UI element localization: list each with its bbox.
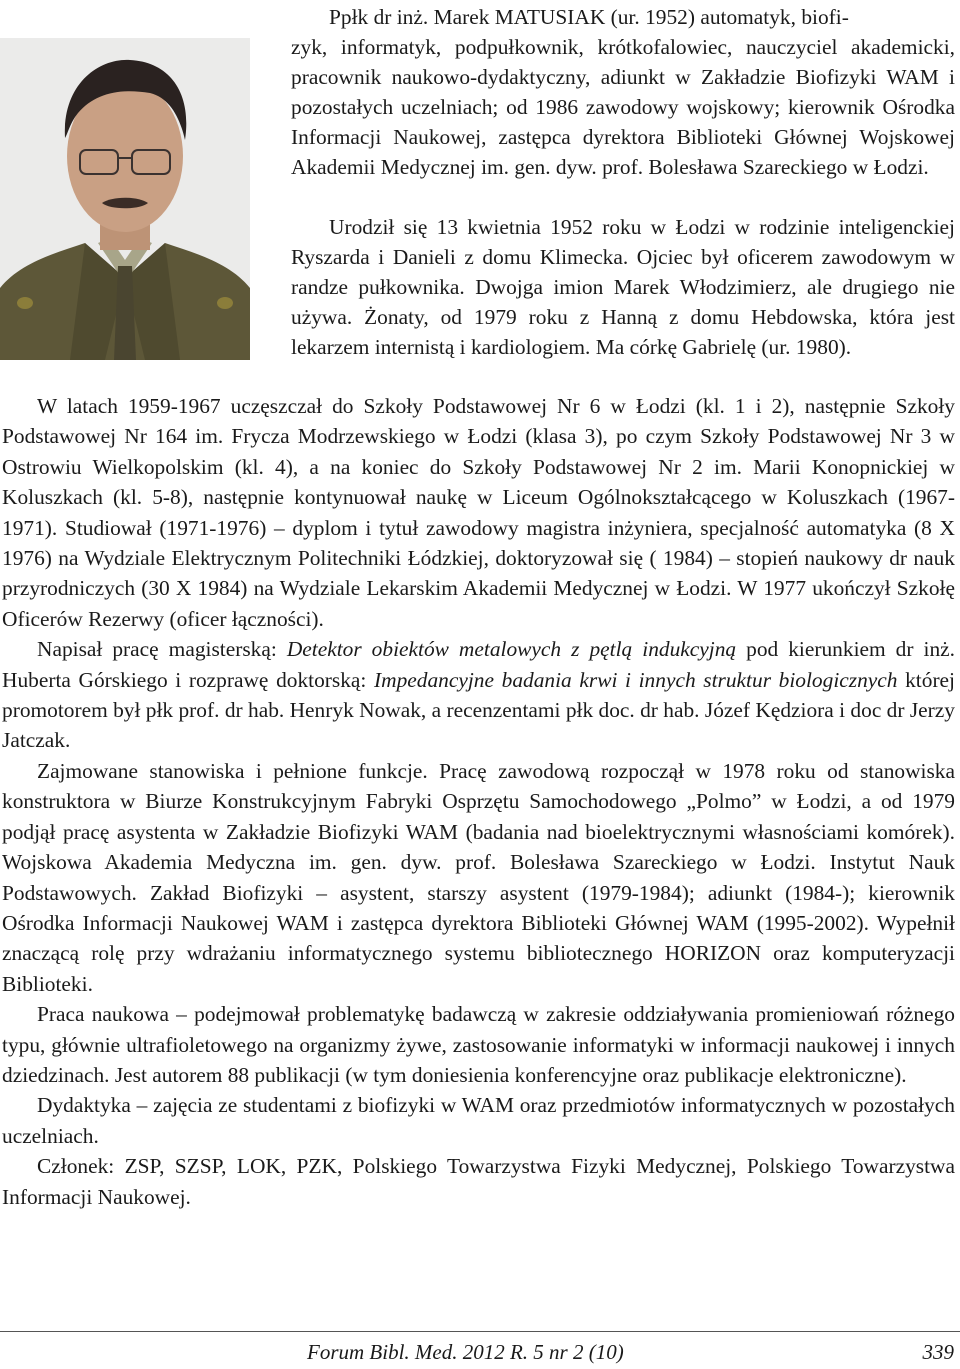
thesis-title: Detektor obiektów metalowych z pętlą indukcyjną (286, 637, 737, 662)
dissertation-title: Impedancyjne badania krwi i innych struktur biologicznych (374, 667, 898, 692)
page-number: 339 (922, 1340, 954, 1364)
thesis-text-b: pod kierunkiem dr inż. Huberta Górskiego i rozprawę doktorską: (2, 637, 955, 692)
research-paragraph: Praca naukowa – podejmował problematykę badawczą w zakresie oddziaływania promieniowań różnego typu, głównie ultrafioletowego na organizmy żywe, zastosowanie informatyki w informacji naukowej i innych dziedzinach. Jest autorem 88 publikacji (w tym doniesienia konferencyjne oraz publikacje elektroniczne). (2, 1002, 955, 1087)
footer-rule (0, 1331, 960, 1332)
membership-paragraph: Członek: ZSP, SZSP, LOK, PZK, Polskiego Towarzystwa Fizyki Medycznej, Polskiego Towarzystwa Informacji Naukowej. (2, 1154, 955, 1209)
portrait-photo (0, 38, 250, 360)
journal-citation: Forum Bibl. Med. 2012 R. 5 nr 2 (10) (307, 1340, 624, 1364)
thesis-paragraph (2, 634, 955, 756)
positions-paragraph: Zajmowane stanowiska i pełnione funkcje. Pracę zawodową rozpoczął w 1978 roku od stanowiska konstruktora w Biurze Konstrukcyjnym Fabryki Osprzętu Samochodowego „Polmo” w Łodzi, a od 1979 podjął pracę asystenta w Zakładzie Biofizyki WAM (badania nad bioelektrycznymi własnościami komórek). Wojskowa Akademia Medyczna im. gen. dyw. prof. Bolesława Szareckiego w Łodzi. Instytut Nauk Podstawowych. Zakład Biofizyki – asystent, starszy asystent (1979-1984); adiunkt (1984-); kierownik Ośrodka Informacji Naukowej WAM i zastępca dyrektora Biblioteki Głównej WAM (1995-2002). Wypełnił znaczącą rolę przy wdrażaniu informatycznego systemu bibliotecznego HORIZON oraz komputeryzacji Biblioteki. (2, 758, 955, 996)
thesis-text-c: której promotorem był płk prof. dr hab. Henryk Nowak, a recenzentami płk doc. dr hab. Józef Kędziora i doc dr Jerzy Jatczak. (2, 667, 955, 753)
teaching-paragraph: Dydaktyka – zajęcia ze studentami z biofizyki w WAM oraz przedmiotów informatycznych w pozostałych uczelniach. (2, 1093, 955, 1148)
portrait-illustration (0, 38, 250, 360)
intro-first-line: Ppłk dr inż. Marek MATUSIAK (ur. 1952) automatyk, biofi- (329, 5, 849, 29)
intro-continuation: zyk, informatyk, podpułkownik, krótkofalowiec, nauczyciel akademicki, pracownik naukowo-dydaktyczny, adiunkt w Zakładzie Biofizyki WAM i pozostałych uczelniach; od 1986 zawodowy wojskowy; kierownik Ośrodka Informacji Naukowej, zastępca dyrektora Biblioteki Głównej Wojskowej Akademii Medycznej im. gen. dyw. prof. Bolesława Szareckiego w Łodzi. (291, 35, 955, 179)
education-paragraph: W latach 1959-1967 uczęszczał do Szkoły Podstawowej Nr 6 w Łodzi (kl. 1 i 2), następnie Szkoły Podstawowej Nr 164 im. Frycza Modrzewskiego w Łodzi (klasa 3), po czym Szkoły Podstawowej Nr 3 w Ostrowiu Wielkopolskim (kl. 4), a na koniec do Szkoły Podstawowej Nr 2 im. Marii Konopnickiej w Koluszkach (kl. 5-8), następnie kontynuował naukę w Liceum Ogólnokształcącego w Koluszkach (1967-1971). Studiował (1971-1976) – dyplom i tytuł zawodowy magistra inżyniera, specjalność automatyka (8 X 1976) na Wydziale Elektrycznym Politechniki Łódzkiej, doktoryzował się ( 1984) – stopień naukowy dr nauk przyrodniczych (30 X 1984) na Wydziale Lekarskim Akademii Medycznej w Łodzi. W 1977 ukończył Szkołę Oficerów Rezerwy (oficer łączności). (2, 394, 955, 631)
biography-body (2, 391, 955, 1212)
intro-paragraph-1 (291, 2, 955, 182)
intro-paragraph-2: Urodził się 13 kwietnia 1952 roku w Łodzi w rodzinie inteligenckiej Ryszarda i Danieli z domu Klimecka. Ojciec był oficerem zawodowym w randze pułkownika. Dwojga imion Marek Włodzimierz, ale drugiego nie używa. Żonaty, od 1979 roku z Hanną z domu Hebdowska, która jest lekarzem internistą i kardiologiem. Ma córkę Gabrielę (ur. 1980). (291, 215, 955, 359)
thesis-text-a: Napisał pracę magisterską: (37, 637, 287, 662)
